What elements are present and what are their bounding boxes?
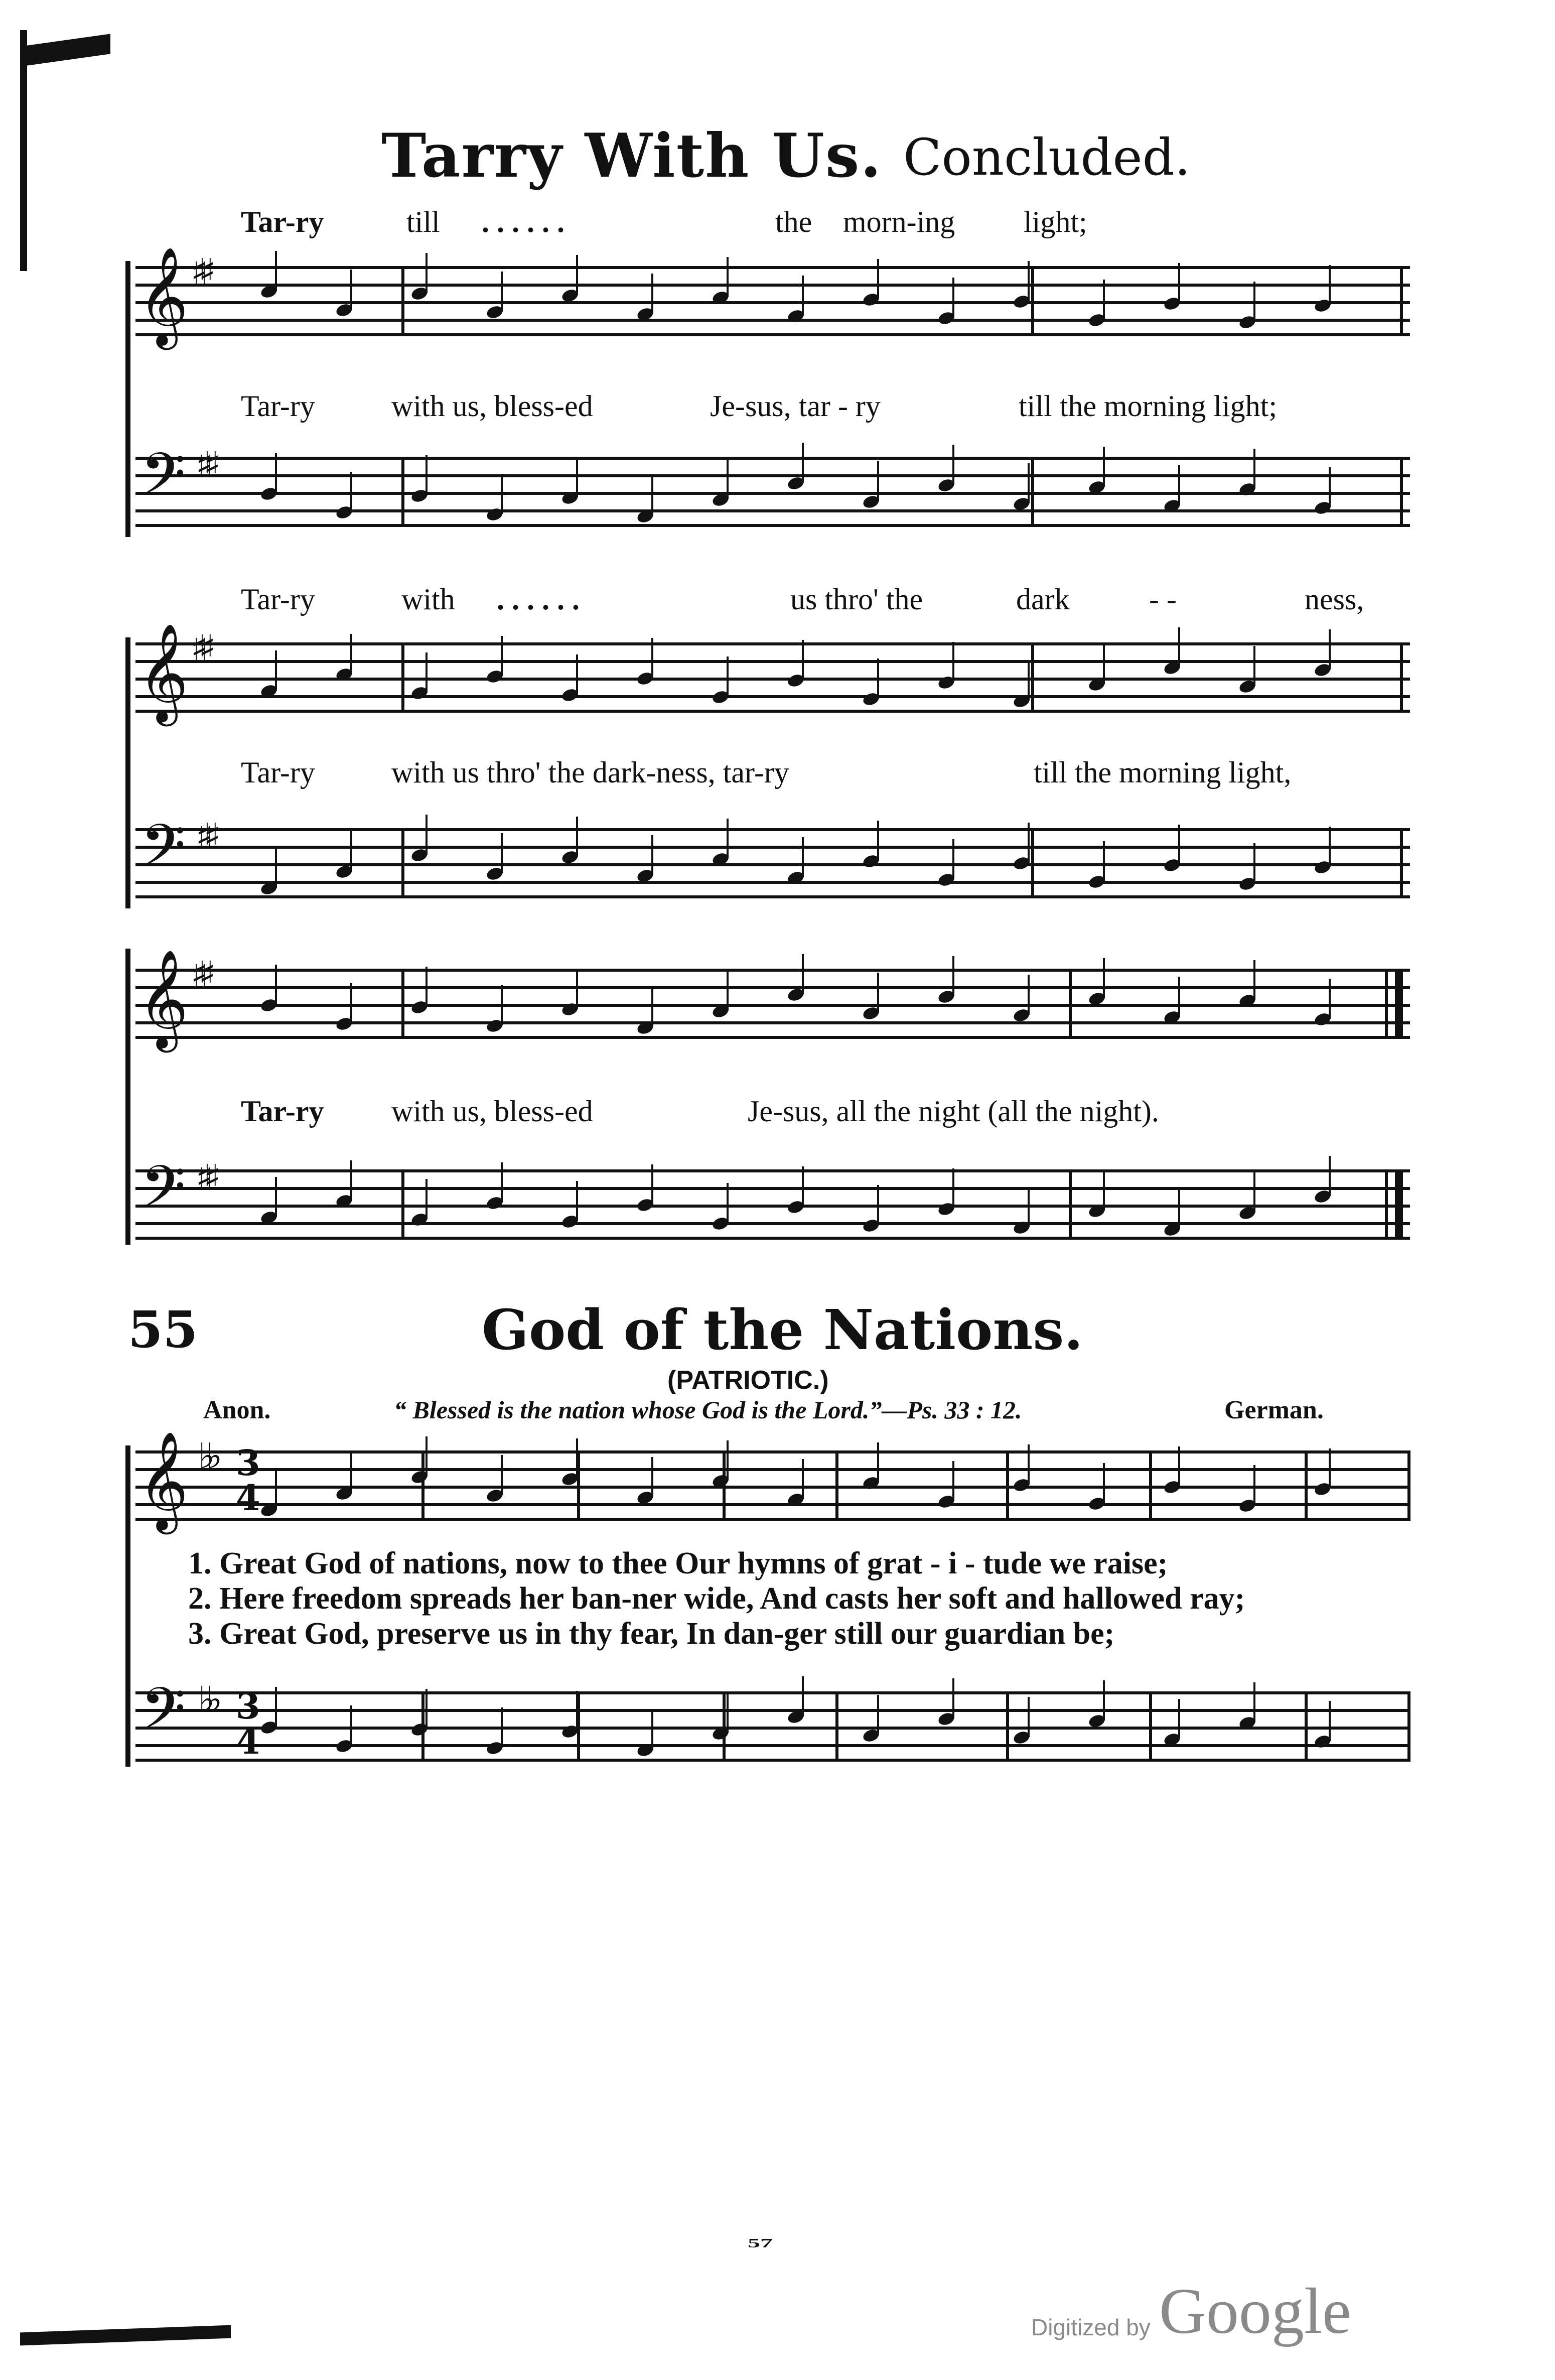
note-stem — [275, 453, 277, 493]
note-stem — [651, 638, 653, 678]
note-stem — [952, 839, 954, 879]
treble-clef: 𝄞 — [138, 246, 189, 346]
note-stem — [1178, 977, 1180, 1017]
google-logo: Google — [1159, 2275, 1351, 2347]
note-stem — [1028, 660, 1030, 701]
note-stem — [1103, 958, 1105, 998]
key-signature-sharps: ♯♯ — [196, 816, 212, 857]
note-stem — [426, 1179, 428, 1219]
note-stem — [1329, 1156, 1331, 1196]
note-stem — [952, 278, 954, 318]
system-brace — [125, 261, 130, 537]
barline — [1006, 1450, 1009, 1521]
barline — [1069, 969, 1072, 1039]
lyric-line: Je-sus, all the night (all the night). — [748, 1095, 1159, 1128]
barline — [1305, 1691, 1308, 1762]
hymn-subtitle: (PATRIOTIC.) — [667, 1366, 829, 1395]
note-stem — [501, 272, 503, 312]
lyric-line: dark — [1016, 583, 1070, 616]
note-stem — [651, 274, 653, 314]
note-stem — [802, 640, 804, 680]
bass-clef: 𝄢 — [140, 1675, 186, 1757]
note-stem — [1253, 960, 1255, 1000]
lyric-line: with us, bless-ed — [391, 1095, 593, 1128]
note-stem — [1253, 1682, 1255, 1723]
note-stem — [727, 656, 729, 697]
note-stem — [802, 1676, 804, 1716]
note-stem — [1329, 1701, 1331, 1741]
note-stem — [727, 819, 729, 859]
barline — [401, 266, 404, 336]
note-stem — [1103, 1680, 1105, 1721]
note-stem — [952, 1678, 954, 1718]
verse-line: 1. Great God of nations, now to thee Our hymns of grat - i - tude we raise; — [188, 1546, 1168, 1580]
note-stem — [426, 253, 428, 293]
note-stem — [576, 457, 578, 497]
scan-mark — [20, 2325, 231, 2346]
note-stem — [576, 654, 578, 695]
hymn-epigraph: “ Blessed is the nation whose God is the Lord.”—Ps. 33 : 12. — [394, 1396, 1022, 1424]
note-stem — [350, 831, 352, 871]
note-stem — [1028, 1187, 1030, 1227]
note-stem — [727, 1693, 729, 1733]
barline — [1031, 457, 1034, 527]
note-stem — [1028, 463, 1030, 503]
note-stem — [1103, 644, 1105, 684]
note-stem — [275, 848, 277, 888]
note-stem — [802, 1166, 804, 1207]
key-signature-sharps: ♯♯ — [191, 251, 207, 292]
note-stem — [877, 1442, 879, 1483]
lyric-line: Je-sus, tar - ry — [710, 389, 881, 423]
scan-mark — [20, 34, 110, 66]
note-stem — [275, 1470, 277, 1510]
note-stem — [651, 1709, 653, 1750]
note-stem — [952, 1168, 954, 1209]
note-stem — [727, 257, 729, 297]
note-stem — [1253, 449, 1255, 489]
bass-staff — [135, 828, 1410, 898]
note-stem — [651, 476, 653, 516]
note-stem — [426, 967, 428, 1007]
note-stem — [1329, 1448, 1331, 1489]
barline — [1305, 1450, 1308, 1521]
barline — [1400, 266, 1403, 336]
note-stem — [1178, 825, 1180, 865]
note-stem — [275, 251, 277, 291]
note-stem — [350, 1160, 352, 1201]
barline — [1149, 1450, 1152, 1521]
note-stem — [1253, 646, 1255, 686]
note-stem — [1178, 627, 1180, 668]
note-stem — [275, 1687, 277, 1727]
barline — [1031, 828, 1034, 898]
lyric-line: with us, bless-ed — [391, 389, 593, 423]
note-stem — [802, 954, 804, 994]
barline — [1400, 642, 1403, 713]
barline — [1407, 1450, 1410, 1521]
page-number: 57 — [748, 2236, 773, 2250]
note-stem — [1178, 1699, 1180, 1739]
hymn-title: God of the Nations. — [482, 1297, 1083, 1362]
note-stem — [1103, 1170, 1105, 1211]
note-stem — [576, 1691, 578, 1731]
note-stem — [1253, 1172, 1255, 1213]
note-stem — [727, 971, 729, 1011]
note-stem — [877, 821, 879, 861]
note-stem — [1329, 979, 1331, 1019]
bass-clef: 𝄢 — [140, 812, 186, 894]
lyric-line: Tar-ry — [241, 1095, 324, 1128]
page-title-suffix: Concluded. — [903, 128, 1191, 187]
barline — [835, 1450, 838, 1521]
note-stem — [350, 634, 352, 674]
note-stem — [1178, 263, 1180, 303]
note-stem — [501, 1162, 503, 1203]
note-stem — [350, 1453, 352, 1493]
note-stem — [1178, 1189, 1180, 1229]
key-signature-flats: ♭♭ — [198, 1679, 214, 1720]
barline — [1385, 1169, 1388, 1240]
note-stem — [802, 1459, 804, 1499]
bass-staff — [135, 1169, 1410, 1240]
barline — [1407, 1691, 1410, 1762]
barline — [1031, 642, 1034, 713]
note-stem — [426, 1436, 428, 1477]
hymn-number: 55 — [128, 1300, 198, 1359]
note-stem — [501, 474, 503, 514]
note-stem — [1103, 447, 1105, 487]
treble-staff — [135, 266, 1410, 336]
note-stem — [576, 1181, 578, 1221]
lyric-line: . . . . . . — [482, 205, 564, 238]
time-signature: 3 4 — [236, 1685, 260, 1762]
bass-staff — [135, 457, 1410, 527]
digitized-by-label: Digitized by — [1031, 2314, 1151, 2340]
system-brace — [125, 637, 130, 908]
note-stem — [350, 472, 352, 512]
lyric-line: us thro' the — [790, 583, 923, 616]
barline — [1069, 1169, 1072, 1240]
note-stem — [275, 650, 277, 691]
note-stem — [1103, 841, 1105, 881]
lyric-line: till the morning light; — [1019, 389, 1278, 423]
note-stem — [1028, 975, 1030, 1015]
barline — [401, 969, 404, 1039]
key-signature-sharps: ♯♯ — [196, 1157, 212, 1198]
treble-clef: 𝄞 — [138, 1431, 189, 1530]
treble-clef: 𝄞 — [138, 949, 189, 1048]
lyric-line: Tar-ry — [241, 205, 324, 238]
barline — [401, 828, 404, 898]
time-signature: 3 4 — [236, 1442, 260, 1519]
note-stem — [350, 270, 352, 310]
lyric-line: Tar-ry — [241, 756, 315, 789]
barline — [1149, 1691, 1152, 1762]
lyric-line: with — [401, 583, 455, 616]
bass-clef: 𝄢 — [140, 1153, 186, 1235]
lyric-line: till the morning light, — [1034, 756, 1292, 789]
note-stem — [802, 443, 804, 483]
page-title: Tarry With Us. — [381, 120, 883, 191]
note-stem — [426, 1689, 428, 1729]
key-signature-sharps: ♯♯ — [191, 627, 207, 669]
note-stem — [576, 817, 578, 857]
note-stem — [877, 973, 879, 1013]
note-stem — [1103, 280, 1105, 320]
barline — [723, 1691, 726, 1762]
note-stem — [952, 445, 954, 485]
note-stem — [877, 461, 879, 501]
note-stem — [1028, 261, 1030, 301]
note-stem — [1253, 282, 1255, 322]
note-stem — [501, 1707, 503, 1748]
lyric-line: morn-ing — [843, 205, 955, 238]
note-stem — [1028, 1697, 1030, 1737]
note-stem — [952, 956, 954, 996]
note-stem — [1329, 827, 1331, 867]
barline — [421, 1450, 425, 1521]
lyric-line: the — [775, 205, 812, 238]
note-stem — [651, 987, 653, 1027]
note-stem — [426, 455, 428, 495]
barline — [1400, 457, 1403, 527]
note-stem — [802, 276, 804, 316]
lyric-line: ness, — [1305, 583, 1364, 616]
note-stem — [501, 985, 503, 1025]
note-stem — [727, 1183, 729, 1223]
note-stem — [1329, 265, 1331, 305]
barline — [1400, 828, 1403, 898]
note-stem — [1329, 467, 1331, 507]
system-brace — [125, 949, 130, 1245]
note-stem — [501, 636, 503, 676]
note-stem — [576, 969, 578, 1009]
note-stem — [501, 1455, 503, 1495]
note-stem — [1329, 629, 1331, 670]
lyric-line: Tar-ry — [241, 583, 315, 616]
treble-staff — [135, 642, 1410, 713]
hymn-composer: German. — [1224, 1396, 1324, 1424]
note-stem — [651, 1164, 653, 1205]
bass-staff — [135, 1685, 1410, 1762]
note-stem — [1253, 1465, 1255, 1505]
note-stem — [877, 259, 879, 299]
note-stem — [877, 1185, 879, 1225]
barline — [1006, 1691, 1009, 1762]
note-stem — [350, 983, 352, 1023]
treble-staff — [135, 1450, 1410, 1521]
note-stem — [426, 815, 428, 855]
lyric-line: Tar-ry — [241, 389, 315, 423]
note-stem — [1028, 1444, 1030, 1485]
lyric-line: till — [406, 205, 440, 238]
note-stem — [576, 1438, 578, 1479]
note-stem — [727, 1440, 729, 1481]
note-stem — [426, 652, 428, 693]
bass-clef: 𝄢 — [140, 441, 186, 522]
barline — [401, 457, 404, 527]
final-barline — [1395, 969, 1403, 1039]
note-stem — [952, 642, 954, 682]
note-stem — [350, 1705, 352, 1746]
note-stem — [877, 658, 879, 699]
system-brace — [125, 1445, 130, 1767]
hymn-author: Anon. — [203, 1396, 271, 1424]
note-stem — [952, 1461, 954, 1501]
note-stem — [651, 1457, 653, 1497]
note-stem — [877, 1695, 879, 1735]
key-signature-flats: ♭♭ — [198, 1435, 214, 1477]
note-stem — [275, 1177, 277, 1217]
note-stem — [501, 833, 503, 873]
barline — [401, 642, 404, 713]
final-barline — [1395, 1169, 1403, 1240]
barline — [1031, 266, 1034, 336]
note-stem — [576, 255, 578, 295]
note-stem — [275, 965, 277, 1005]
barline — [401, 1169, 404, 1240]
note-stem — [1253, 843, 1255, 883]
lyric-line: with us thro' the dark-ness, tar-ry — [391, 756, 789, 789]
treble-staff — [135, 969, 1410, 1039]
note-stem — [651, 835, 653, 875]
note-stem — [1178, 1446, 1180, 1487]
verse-line: 3. Great God, preserve us in thy fear, In dan-ger still our guardian be; — [188, 1617, 1115, 1651]
key-signature-sharps: ♯♯ — [191, 954, 207, 995]
treble-clef: 𝄞 — [138, 623, 189, 722]
note-stem — [1178, 465, 1180, 505]
note-stem — [802, 837, 804, 877]
lyric-line: light; — [1024, 205, 1087, 238]
lyric-line: - - — [1149, 583, 1177, 616]
note-stem — [1103, 1463, 1105, 1503]
barline — [835, 1691, 838, 1762]
key-signature-sharps: ♯♯ — [196, 444, 212, 485]
note-stem — [727, 459, 729, 499]
verse-line: 2. Here freedom spreads her ban-ner wide, And casts her soft and hallowed ray; — [188, 1581, 1245, 1616]
barline — [1385, 969, 1388, 1039]
lyric-line: . . . . . . — [497, 583, 580, 616]
note-stem — [1028, 823, 1030, 863]
